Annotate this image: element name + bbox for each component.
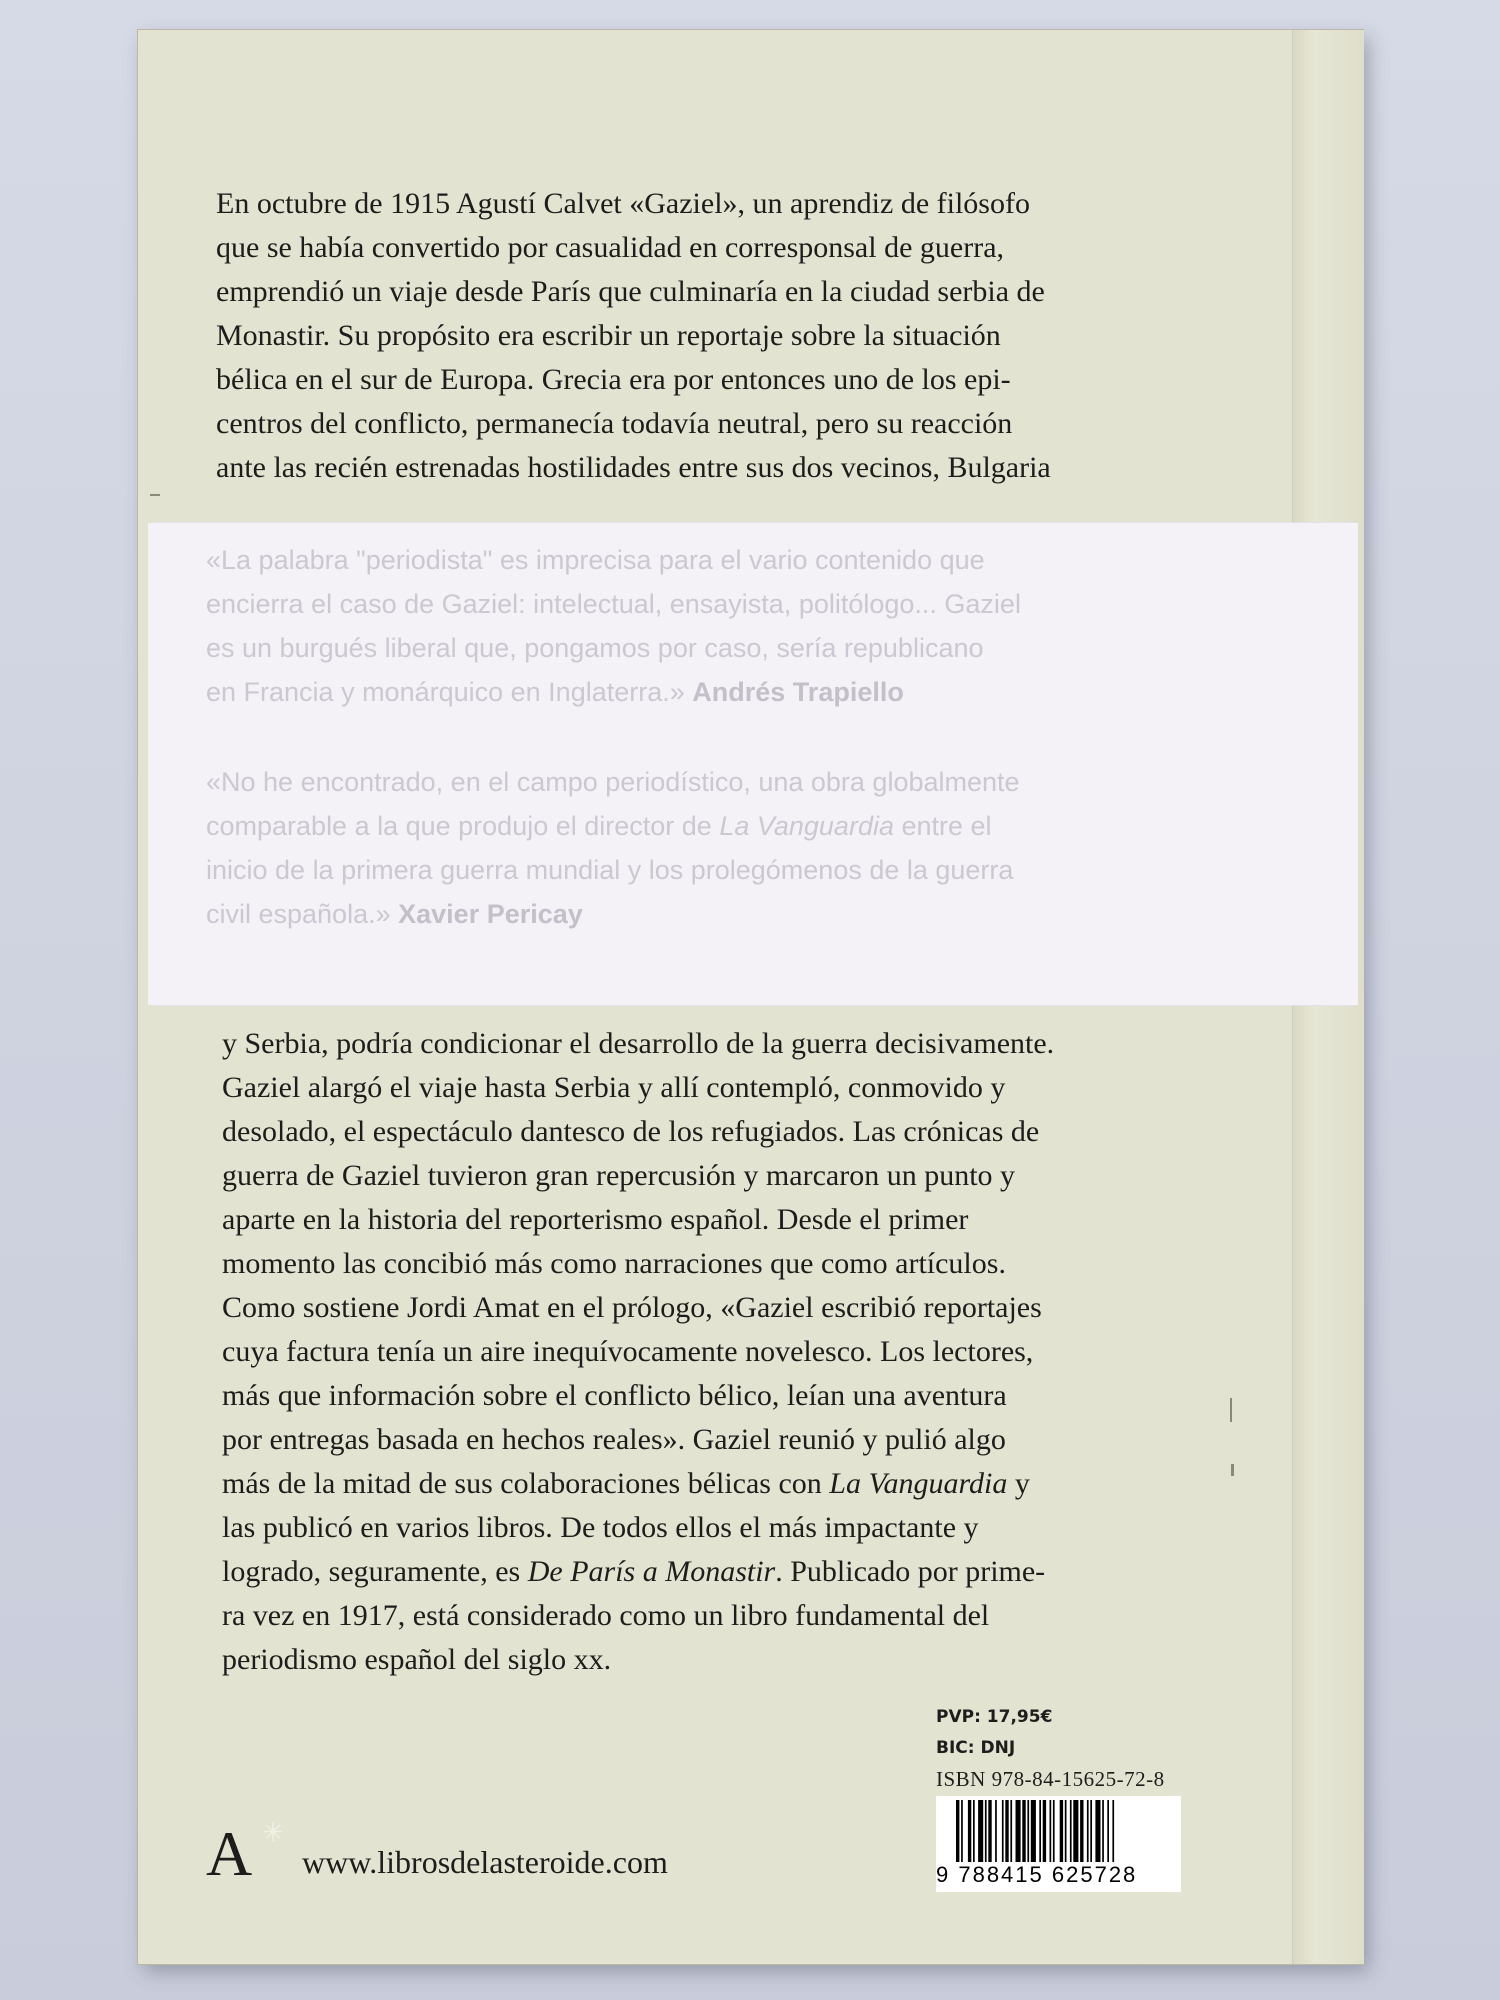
- barcode-bar: [973, 1800, 975, 1862]
- barcode-bars: [956, 1800, 1161, 1862]
- synopsis-line: ra vez en 1917, está considerado como un libro fundamental del: [222, 1599, 990, 1632]
- barcode-bar: [1050, 1800, 1052, 1862]
- quote-text: civil española.»: [206, 899, 391, 929]
- synopsis-line: centros del conflicto, permanecía todavía neutral, pero su reacción: [216, 407, 1013, 440]
- barcode-bar: [995, 1800, 997, 1862]
- synopsis-line: Gaziel alargó el viaje hasta Serbia y allí contempló, conmovido y: [222, 1071, 1006, 1104]
- synopsis-italic-title: La Vanguardia: [829, 1467, 1008, 1500]
- synopsis-line: desolado, el espectáculo dantesco de los refugiados. Las crónicas de: [222, 1115, 1040, 1148]
- synopsis-line: bélica en el sur de Europa. Grecia era por entonces uno de los epi-: [216, 363, 1011, 396]
- barcode-bar: [1053, 1800, 1055, 1862]
- quote-text: en Francia y monárquico en Inglaterra.»: [206, 677, 685, 707]
- synopsis-line: momento las concibió más como narraciones que como artículos.: [222, 1247, 1006, 1280]
- synopsis-line: aparte en la historia del reporterismo español. Desde el primer: [222, 1203, 969, 1236]
- barcode-bar: [1080, 1800, 1083, 1862]
- quote-italic-title: La Vanguardia: [719, 811, 894, 841]
- barcode-bar: [961, 1800, 963, 1862]
- synopsis-line: cuya factura tenía un aire inequívocamente novelesco. Los lectores,: [222, 1335, 1034, 1368]
- barcode-bar: [968, 1800, 971, 1862]
- barcode-bar: [1027, 1800, 1029, 1862]
- barcode-bar: [1087, 1800, 1089, 1862]
- barcode-bar: [1065, 1800, 1067, 1862]
- synopsis-line: las publicó en varios libros. De todos ellos el más impactante y: [222, 1511, 979, 1544]
- quote-line: «La palabra "periodista" es imprecisa para el vario contenido que: [206, 545, 985, 575]
- price-label: PVP: 17,95€: [936, 1707, 1053, 1727]
- synopsis-line: periodismo español del siglo xx.: [222, 1643, 612, 1676]
- synopsis-line: Como sostiene Jordi Amat en el prólogo, «Gaziel escribió reportajes: [222, 1291, 1042, 1324]
- quote-line: «No he encontrado, en el campo periodístico, una obra globalmente: [206, 767, 1020, 797]
- synopsis-text: logrado, seguramente, es: [222, 1555, 528, 1588]
- synopsis-line: [222, 1462, 1202, 1506]
- synopsis-line: que se había convertido por casualidad en corresponsal de guerra,: [216, 231, 1005, 264]
- barcode-bar: [1016, 1800, 1021, 1862]
- barcode-bar: [1112, 1800, 1114, 1862]
- quote-line: [206, 670, 1021, 714]
- quote-author: Xavier Pericay: [398, 899, 583, 929]
- synopsis-text: . Publicado por prime-: [775, 1555, 1046, 1588]
- isbn-label: ISBN 978-84-15625-72-8: [936, 1767, 1165, 1791]
- barcode-bar: [1002, 1800, 1004, 1862]
- asterisk-icon: ✳: [262, 1818, 284, 1848]
- barcode-bar: [1070, 1800, 1072, 1862]
- synopsis-bottom: [222, 1022, 1202, 1682]
- barcode-bar: [1022, 1800, 1025, 1862]
- quote-text: comparable a la que produjo el director de: [206, 811, 720, 841]
- quote-line: [206, 804, 1020, 848]
- synopsis-line: ante las recién estrenadas hostilidades entre sus dos vecinos, Bulgaria: [216, 451, 1051, 484]
- barcode: [936, 1796, 1181, 1892]
- barcode-bar: [1031, 1800, 1036, 1862]
- quote-text: entre el: [893, 811, 992, 841]
- barcode-bar: [1005, 1800, 1008, 1862]
- barcode-bar: [1043, 1800, 1046, 1862]
- synopsis-text: más de la mitad de sus colaboraciones bélicas con: [222, 1467, 830, 1500]
- barcode-bar: [985, 1800, 987, 1862]
- synopsis-top: [216, 182, 1196, 490]
- barcode-digits: 9 788415 625728: [936, 1862, 1138, 1887]
- quote-line: es un burgués liberal que, pongamos por caso, sería republicano: [206, 633, 984, 663]
- cover-mark: [1231, 1464, 1234, 1476]
- publisher-website[interactable]: www.librosdelasteroide.com: [302, 1844, 668, 1880]
- publisher-logo: A: [206, 1818, 253, 1889]
- barcode-bar: [1107, 1800, 1109, 1862]
- barcode-bar: [1090, 1800, 1092, 1862]
- synopsis-italic-title: De París a Monastir: [527, 1555, 776, 1588]
- barcode-bar: [1060, 1800, 1063, 1862]
- barcode-bar: [956, 1800, 959, 1862]
- barcode-bar: [1010, 1800, 1012, 1862]
- cover-mark: [150, 494, 160, 496]
- quote-line: encierra el caso de Gaziel: intelectual, ensayista, politólogo... Gaziel: [206, 589, 1021, 619]
- synopsis-line: más que información sobre el conflicto bélico, leían una aventura: [222, 1379, 1007, 1412]
- synopsis-line: Monastir. Su propósito era escribir un reportaje sobre la situación: [216, 319, 1001, 352]
- barcode-bar: [1102, 1800, 1104, 1862]
- barcode-bar: [1073, 1800, 1078, 1862]
- quote-line: inicio de la primera guerra mundial y los prolegómenos de la guerra: [206, 855, 1014, 885]
- barcode-bar: [1095, 1800, 1100, 1862]
- synopsis-line: guerra de Gaziel tuvieron gran repercusión y marcaron un punto y: [222, 1159, 1016, 1192]
- synopsis-line: por entregas basada en hechos reales». Gaziel reunió y pulió algo: [222, 1423, 1006, 1456]
- synopsis-line: y Serbia, podría condicionar el desarrollo de la guerra decisivamente.: [222, 1027, 1055, 1060]
- synopsis-line: En octubre de 1915 Agustí Calvet «Gaziel», un aprendiz de filósofo: [216, 187, 1030, 220]
- review-quote-trapiello: [206, 538, 1021, 714]
- synopsis-text: y: [1007, 1467, 1030, 1500]
- quote-author: Andrés Trapiello: [692, 677, 904, 707]
- synopsis-line: [222, 1550, 1202, 1594]
- barcode-bar: [978, 1800, 983, 1862]
- quote-line: [206, 892, 1020, 936]
- barcode-bar: [988, 1800, 991, 1862]
- review-quote-pericay: [206, 760, 1020, 936]
- bic-label: BIC: DNJ: [936, 1738, 1016, 1758]
- cover-mark: [1230, 1398, 1232, 1422]
- barcode-bar: [1039, 1800, 1041, 1862]
- synopsis-line: emprendió un viaje desde París que culminaría en la ciudad serbia de: [216, 275, 1045, 308]
- book-meta: [936, 1702, 1165, 1795]
